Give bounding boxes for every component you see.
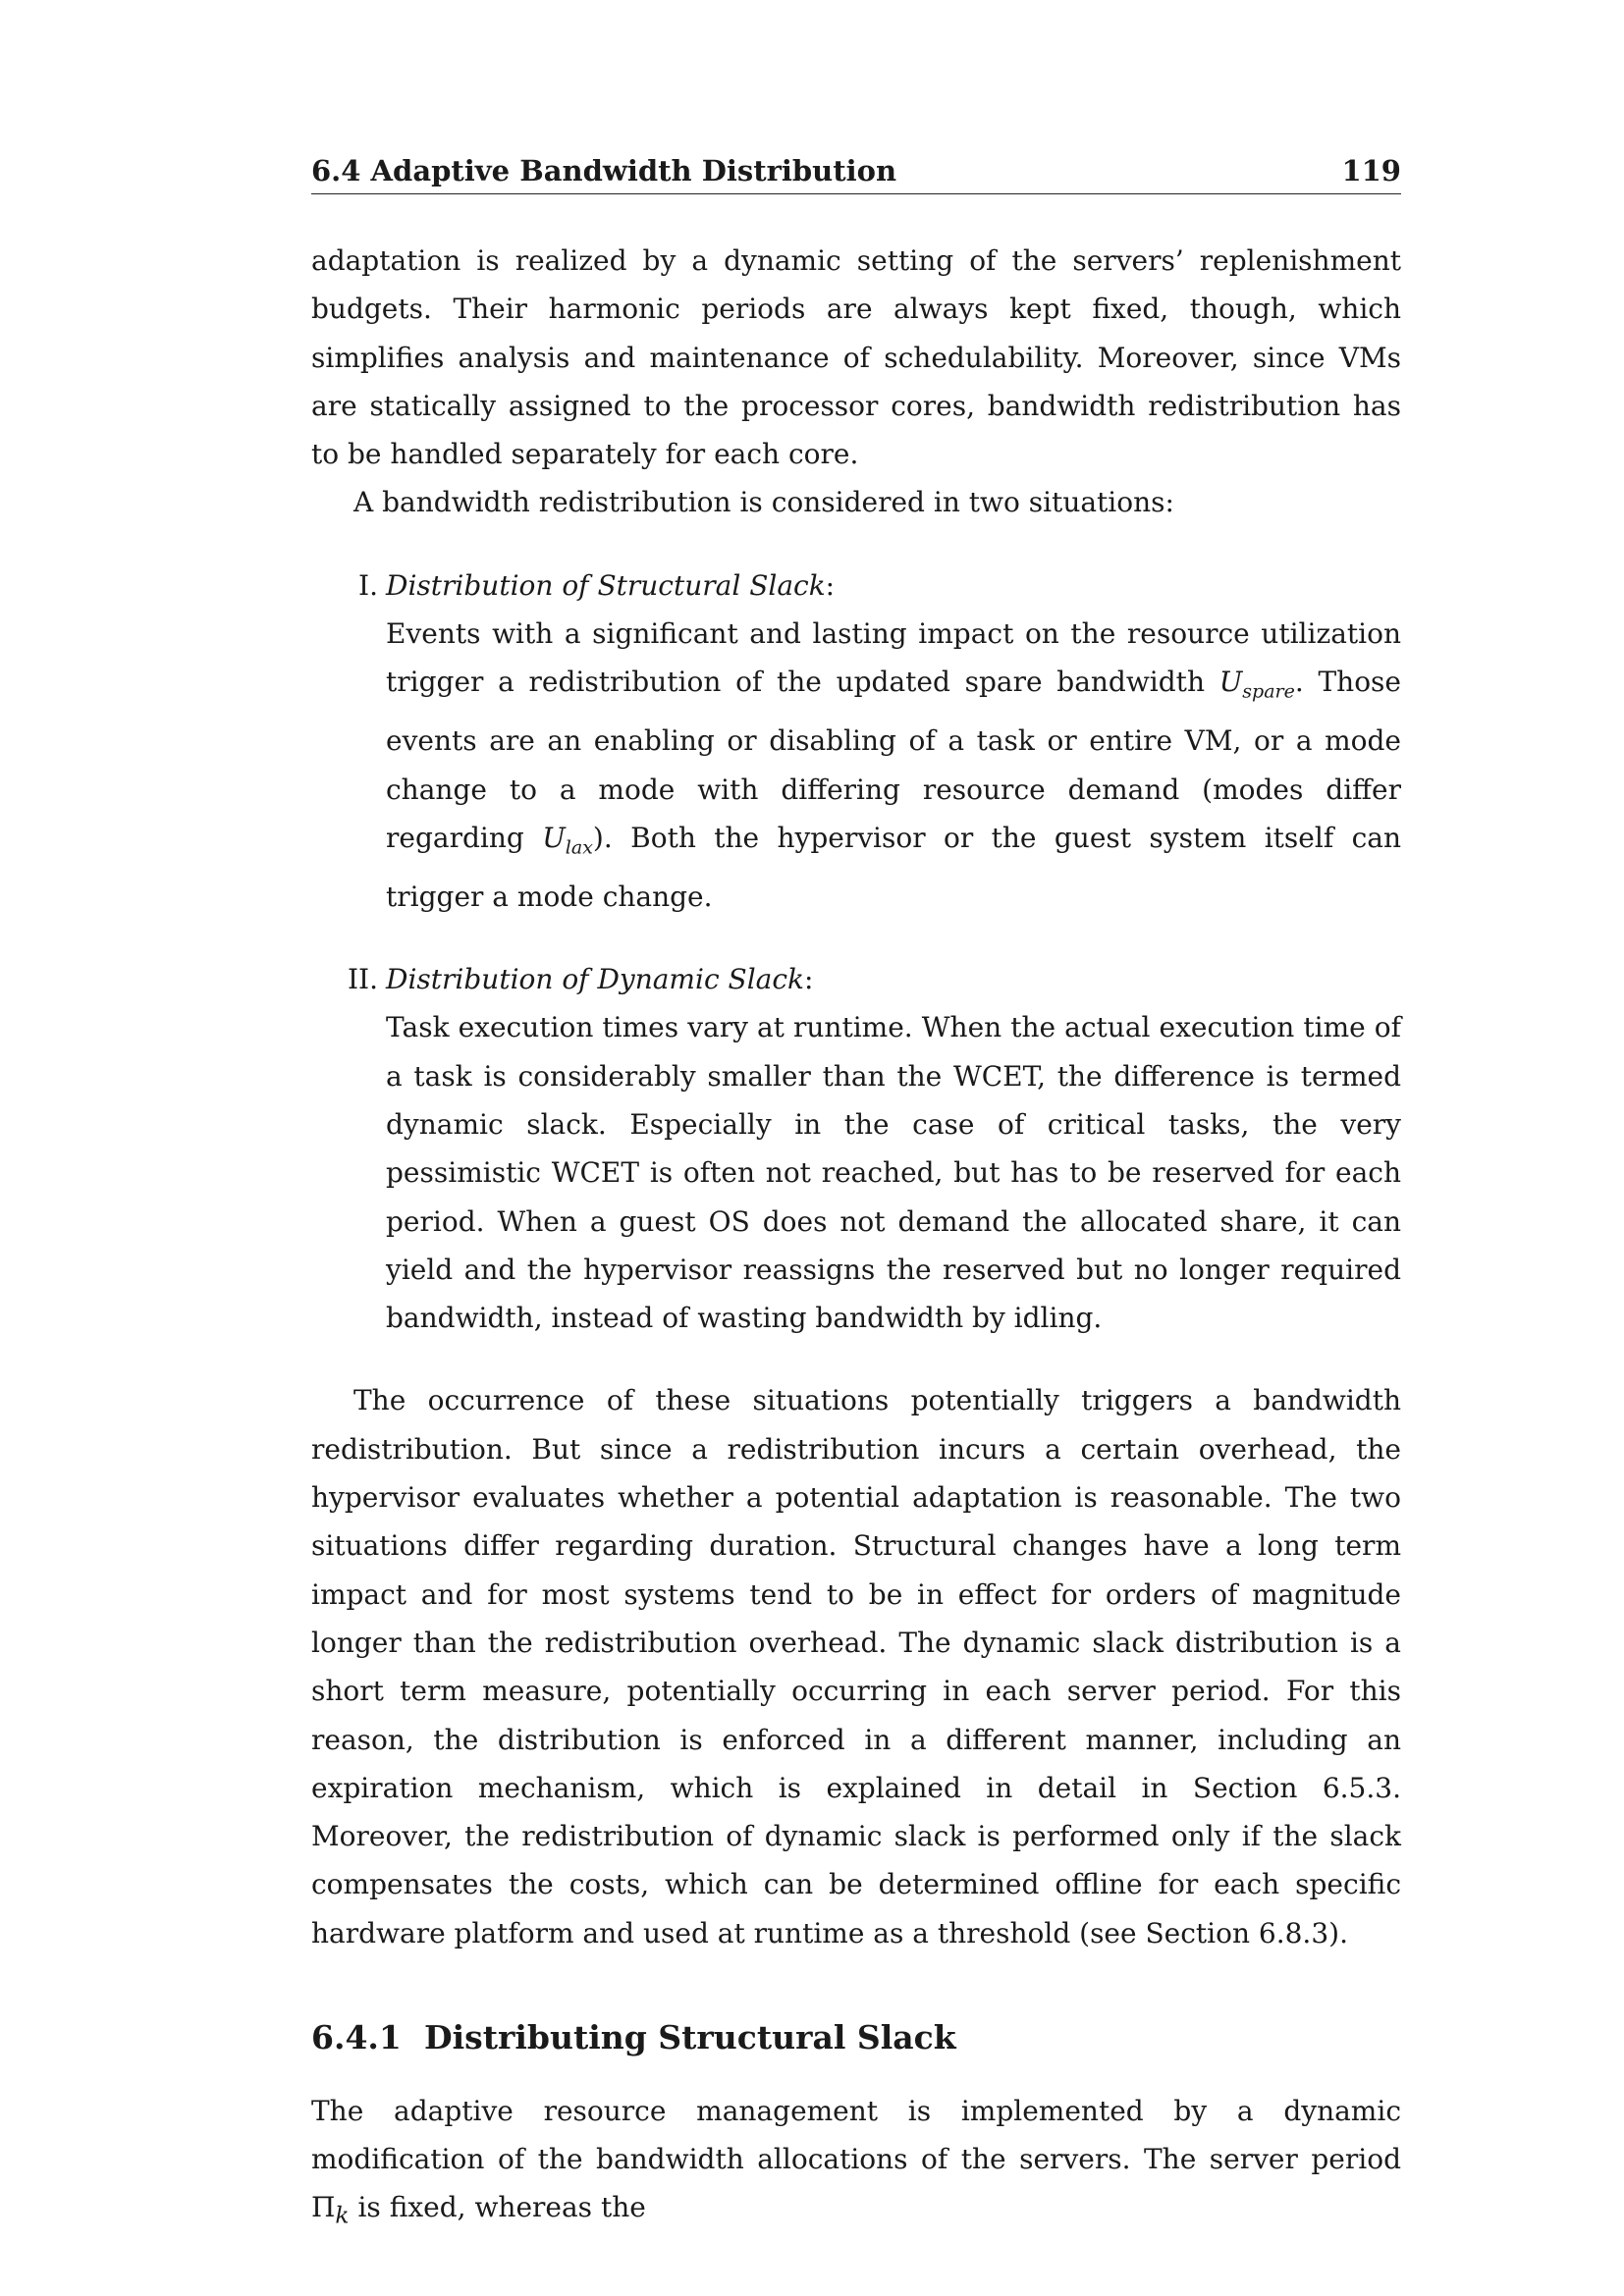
- paragraph-2: A bandwidth redistribution is considered in two situations:: [353, 486, 1174, 519]
- u-spare-main: U: [1218, 666, 1243, 699]
- page-number: 119: [1341, 154, 1401, 187]
- list-item-body: Task execution times vary at runtime. When the actual execution time of a task is considerably smaller than the WCET, the difference is termed dynamic slack. Especially in the case of critical tasks, the very pessimistic WCET is often not reached, but has to be reserved for each period. When a guest OS does not demand the allocated share, it can yield and the hypervisor reassigns the reserved but no longer required bandwidth, instead of wasting bandwidth by idling.: [386, 1011, 1401, 1335]
- u-lax-symbol: [542, 821, 593, 859]
- section-paragraph: [311, 2087, 1401, 2240]
- paragraph-1: adaptation is realized by a dynamic setting of the servers’ replenishment budgets. Their harmonic periods are always kept fixed, though, which simplifies analysis and maintenance of schedulability. Moreover, since VMs are statically assigned to the processor cores, bandwidth redistribution has to be handled separately for each core.: [311, 244, 1401, 471]
- header-section-title: 6.4 Adaptive Bandwidth Distribution: [311, 154, 897, 187]
- section-text-b: is fixed, whereas the: [349, 2191, 646, 2224]
- body-text-b: . Those events are an enabling or disabling of a task or entire VM, or a mode change to a mode with differing resource demand (modes differ regarding: [386, 666, 1401, 854]
- u-lax-subscript: lax: [565, 836, 593, 859]
- list-item-colon: :: [825, 568, 836, 602]
- pi-subscript: k: [335, 2201, 350, 2229]
- list-item-dynamic-slack: [311, 955, 1401, 1342]
- situation-list: [311, 561, 1401, 1343]
- u-lax-main: U: [542, 821, 566, 854]
- running-header: [311, 154, 1401, 194]
- pi-k-symbol: [311, 2191, 350, 2229]
- section-text-a: The adaptive resource management is implemented by a dynamic modification of the bandwidth allocations of the servers. The server period: [311, 2094, 1401, 2175]
- list-item-title: Distribution of Dynamic Slack: [386, 963, 805, 996]
- list-item-body: [386, 610, 1401, 921]
- list-item-heading: [347, 955, 1401, 1003]
- page: [311, 154, 1401, 2240]
- section-heading: [311, 2018, 1401, 2057]
- list-item-structural-slack: [311, 561, 1401, 921]
- pi-main: Π: [311, 2191, 336, 2224]
- list-item-number: I.: [358, 568, 378, 602]
- list-item-heading: [358, 561, 1401, 610]
- list-item-number: II.: [347, 963, 378, 996]
- section-number: 6.4.1: [311, 2017, 402, 2056]
- paragraph-3: The occurrence of these situations potentially triggers a bandwidth redistribution. But since a redistribution incurs a certain overhead, the hypervisor evaluates whether a potential adaptation is reasonable. The two situations differ regarding duration. Structural changes have a long term impact and for most systems tend to be in effect for orders of magnitude longer than the redistribution overhead. The dynamic slack distribution is a short term measure, potentially occurring in each server period. For this reason, the distribution is enforced in a different manner, including an expiration mechanism, which is explained in detail in Section 6.5.3. Moreover, the redistribution of dynamic slack is performed only if the slack compensates the costs, which can be determined offline for each specific hardware platform and used at runtime as a threshold (see Section 6.8.3).: [311, 1384, 1401, 1949]
- body-text-c: ). Both the hypervisor or the guest system itself can trigger a mode change.: [386, 821, 1401, 913]
- u-spare-subscript: spare: [1242, 680, 1295, 703]
- body-text-a: Events with a significant and lasting impact on the resource utilization trigger a redistribution of the updated spare bandwidth: [386, 617, 1401, 699]
- section-title: Distributing Structural Slack: [424, 2017, 956, 2056]
- u-spare-symbol: [1218, 666, 1295, 703]
- list-item-colon: :: [804, 963, 814, 996]
- list-item-title: Distribution of Structural Slack: [386, 568, 826, 602]
